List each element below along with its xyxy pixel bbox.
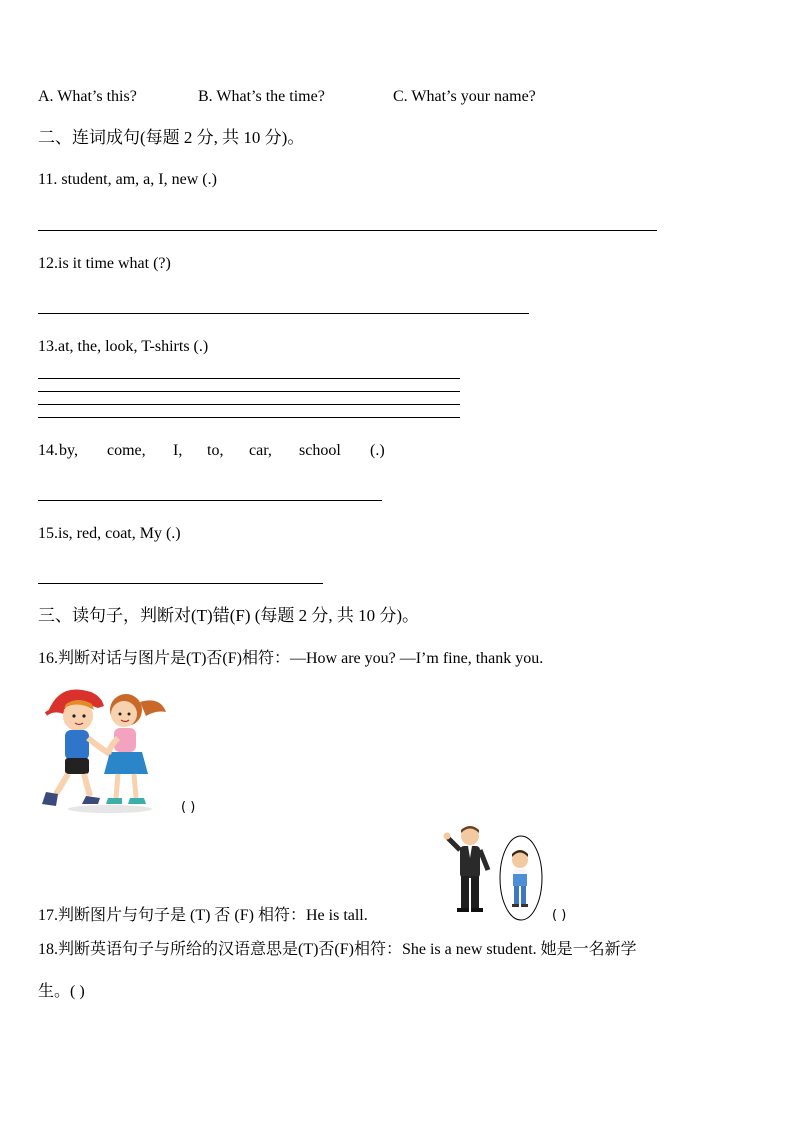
question-14-number: 14. [38,442,58,459]
answer-line-15[interactable] [38,583,323,584]
option-a: A. What’s this? [38,88,137,105]
section-2-heading: 二、连词成句(每题 2 分, 共 10 分)。 [38,128,305,147]
option-b: B. What’s the time? [198,88,325,105]
answer-line-13d[interactable] [38,417,460,418]
question-14-word: to, [207,442,224,459]
question-17: 17.判断图片与句子是 (T) 否 (F) 相符：He is tall. [38,907,368,924]
question-18-line-1: 18.判断英语句子与所给的汉语意思是(T)否(F)相符：She is a new student. 她是一名新学 [38,941,637,958]
section-3-heading: 三、读句子，判断对(T)错(F) (每题 2 分, 共 10 分)。 [38,606,420,625]
answer-line-13c[interactable] [38,404,460,405]
question-11: 11. student, am, a, I, new (.) [38,171,217,188]
answer-line-12[interactable] [38,313,529,314]
question-14-word: by, [59,442,78,459]
option-c: C. What’s your name? [393,88,536,105]
question-14-word: (.) [370,442,385,459]
answer-paren-16[interactable]: ( ) [181,800,196,815]
question-14-word: school [299,442,341,459]
answer-paren-17[interactable]: ( ) [552,908,567,923]
question-16: 16.判断对话与图片是(T)否(F)相符：—How are you? —I’m fine, thank you. [38,650,544,667]
answer-line-14[interactable] [38,500,382,501]
answer-line-13a[interactable] [38,378,460,379]
question-14-word: car, [249,442,272,459]
answer-line-11[interactable] [38,230,657,231]
short-boy-illustration [498,834,544,922]
children-handshake-illustration [38,682,178,817]
tall-man-illustration [440,824,494,914]
question-15: 15.is, red, coat, My (.) [38,525,181,542]
answer-line-13b[interactable] [38,391,460,392]
question-13: 13.at, the, look, T-shirts (.) [38,338,209,355]
question-14-word: I, [173,442,183,459]
question-14-word: come, [107,442,146,459]
question-12: 12.is it time what (?) [38,255,171,272]
question-18-line-2: 生。( ) [38,983,85,1000]
